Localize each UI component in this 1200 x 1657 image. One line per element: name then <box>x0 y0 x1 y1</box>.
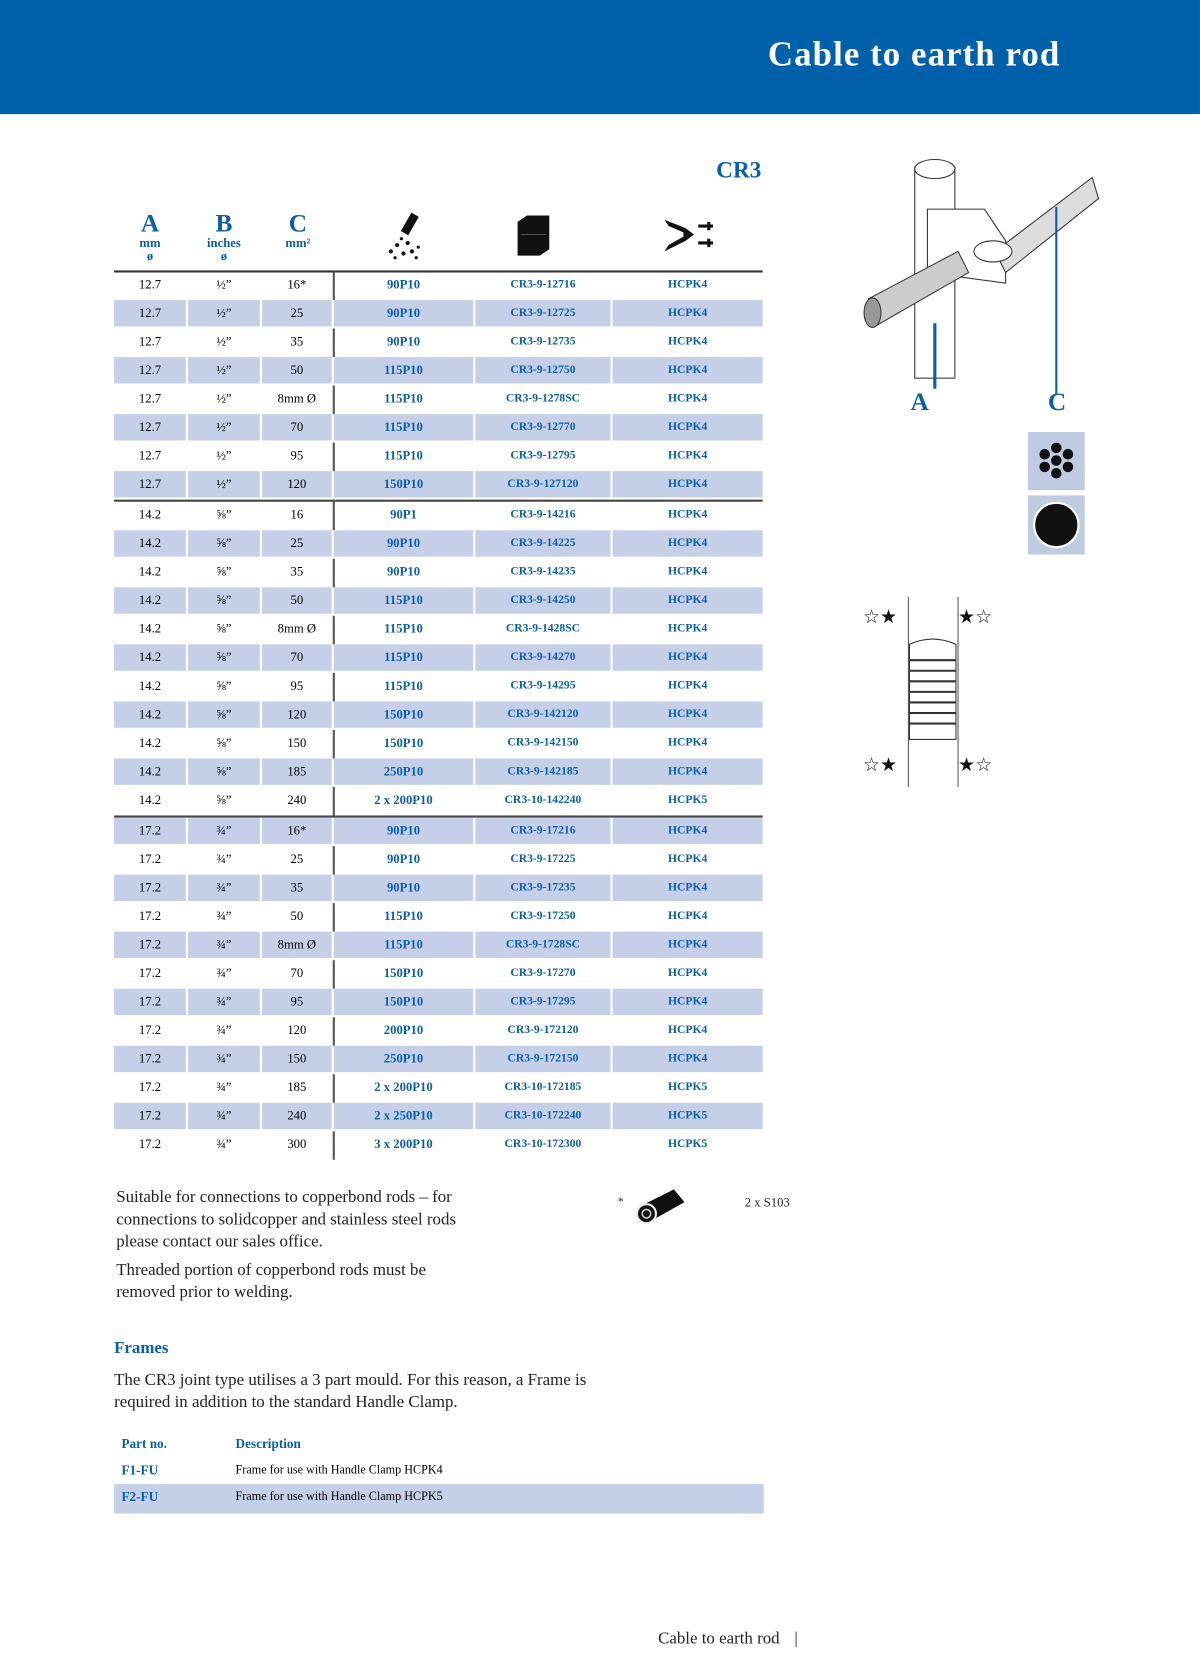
rod-diameter-mm: 12.7 <box>138 276 162 292</box>
rod-diameter-mm: 17.2 <box>114 875 186 901</box>
rod-diameter-mm: 14.2 <box>114 644 186 670</box>
cable-size: 150 <box>262 1046 332 1072</box>
weld-metal: 90P10 <box>334 530 473 556</box>
rod-diameter-inches: ½” <box>188 471 260 497</box>
mould-part-no: CR3-9-1728SC <box>475 932 610 958</box>
mould-icon <box>514 213 552 257</box>
mould-part-no: CR3-9-12795 <box>510 448 576 462</box>
rod-diameter-inches: ½” <box>188 414 260 440</box>
cable-size: 70 <box>290 965 304 981</box>
rod-diameter-mm: 14.2 <box>138 621 162 636</box>
cable-size: 300 <box>287 1136 307 1152</box>
cable-size: 50 <box>262 357 332 383</box>
table-row <box>114 758 763 787</box>
table-row <box>114 1046 763 1075</box>
frames-table-header <box>114 1431 764 1457</box>
rod-diameter-mm: 14.2 <box>138 735 162 750</box>
table-row <box>114 730 763 759</box>
table-row <box>114 903 763 932</box>
handle-clamp: HCPK4 <box>613 818 763 844</box>
cable-size: 70 <box>262 414 332 440</box>
part-no: F1-FU <box>121 1462 159 1478</box>
rod-diameter-inches: ⅝” <box>216 792 232 808</box>
rod-diameter-inches: ⅝” <box>216 507 232 522</box>
part-no: F2-FU <box>121 1489 159 1505</box>
handle-clamp: HCPK4 <box>667 1023 708 1037</box>
svg-text:★☆: ★☆ <box>958 607 993 629</box>
rod-diameter-mm: 12.7 <box>138 447 162 463</box>
handle-clamp: HCPK4 <box>613 471 763 497</box>
description: Frame for use with Handle Clamp HCPK4 <box>235 1464 443 1477</box>
rod-diameter-inches: ¾” <box>188 989 260 1015</box>
cable-size: 8mm Ø <box>277 390 317 406</box>
sleeve-label: 2 x S103 <box>744 1194 790 1210</box>
svg-text:☆★: ☆★ <box>862 755 898 777</box>
rod-diameter-inches: ½” <box>216 390 232 406</box>
handle-clamp: HCPK4 <box>667 966 708 980</box>
rod-diameter-inches: ¾” <box>188 932 260 958</box>
table-row <box>114 989 763 1018</box>
handle-clamp: HCPK4 <box>613 357 763 383</box>
rod-diameter-mm: 14.2 <box>114 587 186 613</box>
mould-part-no: CR3-9-14235 <box>510 565 576 578</box>
rod-diameter-inches: ½” <box>188 300 260 326</box>
rod-diameter-inches: ⅝” <box>188 644 260 670</box>
mould-part-no: CR3-9-12735 <box>510 334 576 348</box>
table-row <box>114 787 763 816</box>
table-row <box>114 271 763 300</box>
mould-part-no: CR3-9-14250 <box>475 587 610 613</box>
table-row <box>114 471 763 500</box>
handle-clamp: HCPK4 <box>613 587 763 613</box>
cable-size: 16 <box>290 507 304 522</box>
weld-metal: 115P10 <box>334 932 473 958</box>
weld-metal: 200P10 <box>383 1022 424 1038</box>
rod-diameter-inches: ¾” <box>216 908 232 924</box>
weld-metal: 115P10 <box>384 390 423 406</box>
rod-diameter-mm: 14.2 <box>138 564 162 579</box>
mould-part-no: CR3-9-14270 <box>475 644 610 670</box>
col-unit: inches <box>207 235 241 251</box>
table-row <box>114 530 763 559</box>
table-row <box>114 587 763 616</box>
mould-part-no: CR3-9-127120 <box>475 471 610 497</box>
mould-part-no: CR3-9-17225 <box>510 852 576 866</box>
handle-clamp: HCPK4 <box>667 508 708 521</box>
mould-part-no: CR3-9-1428SC <box>505 622 581 635</box>
weld-metal: 90P10 <box>386 564 421 579</box>
weld-metal: 115P10 <box>384 678 423 693</box>
cable-size: 50 <box>290 908 304 924</box>
rod-diameter-mm: 17.2 <box>138 1136 162 1152</box>
handle-clamp: HCPK4 <box>613 875 763 901</box>
rod-diameter-mm: 17.2 <box>138 851 162 867</box>
weld-metal: 250P10 <box>334 1046 473 1072</box>
cable-size: 120 <box>262 701 332 727</box>
cable-size: 95 <box>262 989 332 1015</box>
col-description: Description <box>235 1436 301 1452</box>
page-title: Cable to earth rod <box>767 35 1061 74</box>
weld-metal: 115P10 <box>384 908 423 924</box>
handle-clamp: HCPK4 <box>613 758 763 784</box>
handle-clamp-icon <box>662 215 719 255</box>
col-unit: mm² <box>285 235 311 251</box>
mould-part-no: CR3-9-17250 <box>510 909 576 923</box>
col-header-c <box>277 211 319 249</box>
cable-type-icons <box>1028 432 1085 555</box>
weld-metal: 90P10 <box>386 851 421 867</box>
mould-part-no: CR3-9-172120 <box>507 1023 579 1037</box>
col-letter: A <box>140 210 160 238</box>
note-copperbond: Suitable for connections to copperbond rods – for connections to solidcopper and stainless steel rods please contact our sales office. <box>116 1188 457 1251</box>
table-row <box>114 1103 763 1132</box>
handle-clamp: HCPK5 <box>667 1080 708 1094</box>
table-row <box>114 1458 764 1484</box>
cable-size: 35 <box>290 564 304 579</box>
table-row <box>114 673 763 702</box>
cable-size: 95 <box>290 447 304 463</box>
table-row <box>114 1484 764 1514</box>
handle-clamp: HCPK5 <box>667 1137 708 1151</box>
mould-part-no: CR3-9-142150 <box>507 736 579 749</box>
footer-text: Cable to earth rod <box>658 1629 780 1648</box>
rod-diameter-mm: 17.2 <box>138 1079 162 1095</box>
rod-diameter-inches: ¾” <box>188 875 260 901</box>
weld-metal: 90P10 <box>334 300 473 326</box>
weld-metal: 90P10 <box>334 818 473 844</box>
table-row <box>114 357 763 386</box>
weld-metal: 115P10 <box>334 357 473 383</box>
cable-size: 95 <box>290 678 304 693</box>
handle-clamp: HCPK4 <box>667 679 708 692</box>
cable-size: 150 <box>287 735 307 750</box>
table-row <box>114 329 763 358</box>
cable-size: 35 <box>290 333 304 349</box>
col-unit: mm <box>139 235 161 251</box>
mould-part-no: CR3-9-12750 <box>475 357 610 383</box>
table-row <box>114 1131 763 1160</box>
mould-part-no: CR3-10-142240 <box>504 793 582 806</box>
product-table <box>114 271 763 1159</box>
weld-metal: 150P10 <box>334 701 473 727</box>
weld-metal: 150P10 <box>334 471 473 497</box>
diagram-label-a: A <box>910 387 929 416</box>
table-row <box>114 960 763 989</box>
rod-diameter-mm: 17.2 <box>138 965 162 981</box>
mould-part-no: CR3-9-12770 <box>475 414 610 440</box>
rod-diameter-mm: 14.2 <box>114 758 186 784</box>
table-row <box>114 644 763 673</box>
handle-clamp: HCPK4 <box>667 334 708 348</box>
frames-table <box>114 1431 764 1513</box>
mould-part-no: CR3-9-14295 <box>510 679 576 692</box>
table-row <box>114 815 763 846</box>
rod-diameter-inches: ½” <box>216 333 232 349</box>
table-row <box>114 701 763 730</box>
cable-size: 240 <box>262 1103 332 1129</box>
col-header-a <box>129 211 171 262</box>
threaded-rod-diagram <box>861 597 1004 787</box>
handle-clamp: HCPK4 <box>613 989 763 1015</box>
handle-clamp: HCPK4 <box>613 530 763 556</box>
rod-diameter-inches: ¾” <box>216 1136 232 1152</box>
cable-size: 185 <box>287 1079 307 1095</box>
cable-size: 185 <box>262 758 332 784</box>
rod-diameter-mm: 17.2 <box>114 1103 186 1129</box>
rod-diameter-mm: 17.2 <box>114 1046 186 1072</box>
rod-diameter-inches: ⅝” <box>188 530 260 556</box>
rod-diameter-inches: ¾” <box>216 965 232 981</box>
weld-metal: 250P10 <box>334 758 473 784</box>
rod-diameter-inches: ⅝” <box>216 621 232 636</box>
rod-diameter-inches: ⅝” <box>216 564 232 579</box>
header-banner <box>0 0 1200 114</box>
rod-diameter-mm: 14.2 <box>138 792 162 808</box>
rod-diameter-mm: 17.2 <box>114 818 186 844</box>
rod-diameter-inches: ⅝” <box>188 701 260 727</box>
handle-clamp: HCPK4 <box>613 932 763 958</box>
rod-diameter-inches: ½” <box>216 276 232 292</box>
col-sub: ø <box>220 248 228 264</box>
mould-part-no: CR3-9-14225 <box>475 530 610 556</box>
handle-clamp: HCPK4 <box>613 300 763 326</box>
rod-diameter-inches: ¾” <box>216 1022 232 1038</box>
table-row <box>114 414 763 443</box>
handle-clamp: HCPK4 <box>667 565 708 578</box>
table-row <box>114 386 763 415</box>
mould-part-no: CR3-9-142120 <box>475 701 610 727</box>
handle-clamp: HCPK5 <box>613 1103 763 1129</box>
col-letter: B <box>215 210 233 238</box>
mould-part-no: CR3-9-14216 <box>510 508 576 521</box>
sleeve-icon <box>632 1183 689 1232</box>
mould-part-no: CR3-9-172150 <box>475 1046 610 1072</box>
table-row <box>114 559 763 588</box>
weld-metal: 90P10 <box>334 875 473 901</box>
rod-diameter-inches: ¾” <box>188 1103 260 1129</box>
frames-heading: Frames <box>114 1339 169 1358</box>
handle-clamp: HCPK4 <box>667 391 708 405</box>
rod-diameter-inches: ⅝” <box>216 735 232 750</box>
rod-diameter-mm: 12.7 <box>114 471 186 497</box>
description: Frame for use with Handle Clamp HCPK5 <box>235 1490 443 1504</box>
weld-metal: 2 x 200P10 <box>374 792 433 808</box>
note-threaded: Threaded portion of copperbond rods must be removed prior to welding. <box>116 1261 426 1302</box>
rod-diameter-inches: ¾” <box>188 1046 260 1072</box>
svg-text:★☆: ★☆ <box>958 755 993 777</box>
col-letter: C <box>288 210 308 238</box>
frames-text: The CR3 joint type utilises a 3 part mould. For this reason, a Frame is required in addition to the standard Handle Clamp. <box>114 1371 587 1412</box>
page-footer <box>658 1630 798 1649</box>
handle-clamp: HCPK4 <box>667 852 708 866</box>
mould-part-no: CR3-9-1278SC <box>505 391 581 405</box>
weld-powder-icon <box>382 211 426 262</box>
cable-size: 25 <box>262 530 332 556</box>
rod-diameter-mm: 12.7 <box>138 333 162 349</box>
handle-clamp: HCPK4 <box>613 1046 763 1072</box>
mould-part-no: CR3-9-12725 <box>475 300 610 326</box>
cable-size: 25 <box>262 300 332 326</box>
table-row <box>114 875 763 904</box>
asterisk-note: * <box>617 1195 624 1209</box>
diagram-label-c: C <box>1047 387 1067 416</box>
weld-metal: 90P10 <box>386 333 421 349</box>
weld-metal: 3 x 200P10 <box>374 1136 433 1152</box>
rod-diameter-inches: ¾” <box>216 1079 232 1095</box>
mould-part-no: CR3-9-17216 <box>475 818 610 844</box>
mould-part-no: CR3-10-172240 <box>475 1103 610 1129</box>
rod-diameter-mm: 12.7 <box>114 357 186 383</box>
footer-separator: | <box>794 1629 798 1648</box>
weld-metal: 150P10 <box>334 989 473 1015</box>
table-row <box>114 616 763 645</box>
table-row <box>114 1017 763 1046</box>
rod-diameter-mm: 17.2 <box>138 908 162 924</box>
weld-metal: 115P10 <box>334 587 473 613</box>
rod-diameter-mm: 17.2 <box>114 932 186 958</box>
handle-clamp: HCPK4 <box>667 448 708 462</box>
cable-size: 16* <box>262 818 332 844</box>
weld-metal: 90P1 <box>390 507 417 522</box>
rod-diameter-inches: ¾” <box>188 818 260 844</box>
cable-size: 25 <box>290 851 304 867</box>
weld-metal: 2 x 250P10 <box>334 1103 473 1129</box>
rod-diameter-inches: ½” <box>216 447 232 463</box>
rod-diameter-mm: 12.7 <box>138 390 162 406</box>
table-row <box>114 1074 763 1103</box>
cable-size: 35 <box>262 875 332 901</box>
weld-metal: 150P10 <box>383 735 424 750</box>
cable-to-rod-diagram <box>858 156 1101 415</box>
mould-part-no: CR3-9-17295 <box>475 989 610 1015</box>
handle-clamp: HCPK4 <box>667 909 708 923</box>
handle-clamp: HCPK4 <box>667 277 708 291</box>
table-row <box>114 846 763 875</box>
cable-size: 70 <box>262 644 332 670</box>
col-sub: ø <box>146 248 154 264</box>
weld-metal: 115P10 <box>384 621 423 636</box>
handle-clamp: HCPK5 <box>667 793 708 806</box>
weld-metal: 115P10 <box>384 447 423 463</box>
cable-size: 240 <box>287 792 307 808</box>
mould-part-no: CR3-9-17270 <box>510 966 576 980</box>
rod-diameter-mm: 17.2 <box>114 989 186 1015</box>
table-row <box>114 932 763 961</box>
rod-diameter-inches: ⅝” <box>216 678 232 693</box>
rod-diameter-mm: 14.2 <box>114 701 186 727</box>
cable-size: 16* <box>287 276 307 292</box>
rod-diameter-mm: 14.2 <box>138 678 162 693</box>
col-header-b <box>198 211 251 262</box>
rod-diameter-mm: 12.7 <box>114 300 186 326</box>
cable-size: 50 <box>262 587 332 613</box>
rod-diameter-inches: ⅝” <box>188 587 260 613</box>
handle-clamp: HCPK4 <box>667 622 708 635</box>
cable-size: 120 <box>262 471 332 497</box>
weld-metal: 150P10 <box>383 965 424 981</box>
handle-clamp: HCPK4 <box>613 414 763 440</box>
rod-diameter-inches: ⅝” <box>188 758 260 784</box>
rod-diameter-mm: 14.2 <box>138 507 162 522</box>
handle-clamp: HCPK4 <box>667 736 708 749</box>
rod-diameter-mm: 14.2 <box>114 530 186 556</box>
rod-diameter-inches: ½” <box>188 357 260 383</box>
svg-text:☆★: ☆★ <box>862 607 898 629</box>
weld-metal: 2 x 200P10 <box>374 1079 433 1095</box>
mould-part-no: CR3-9-12716 <box>510 277 576 291</box>
mould-part-no: CR3-10-172300 <box>504 1137 582 1151</box>
col-part-no: Part no. <box>121 1436 167 1452</box>
rod-diameter-inches: ¾” <box>216 851 232 867</box>
weld-metal: 115P10 <box>334 644 473 670</box>
rod-diameter-mm: 12.7 <box>114 414 186 440</box>
cable-size: 8mm Ø <box>262 932 332 958</box>
weld-metal: 90P10 <box>386 276 421 292</box>
product-code: CR3 <box>716 156 762 183</box>
rod-diameter-mm: 17.2 <box>138 1022 162 1038</box>
table-row <box>114 443 763 472</box>
handle-clamp: HCPK4 <box>613 644 763 670</box>
mould-part-no: CR3-9-17235 <box>475 875 610 901</box>
handle-clamp: HCPK4 <box>613 701 763 727</box>
table-row <box>114 500 763 531</box>
mould-part-no: CR3-10-172185 <box>504 1080 582 1094</box>
cable-size: 8mm Ø <box>277 621 317 636</box>
table-row <box>114 300 763 329</box>
weld-metal: 115P10 <box>334 414 473 440</box>
cable-size: 120 <box>287 1022 307 1038</box>
mould-part-no: CR3-9-142185 <box>475 758 610 784</box>
